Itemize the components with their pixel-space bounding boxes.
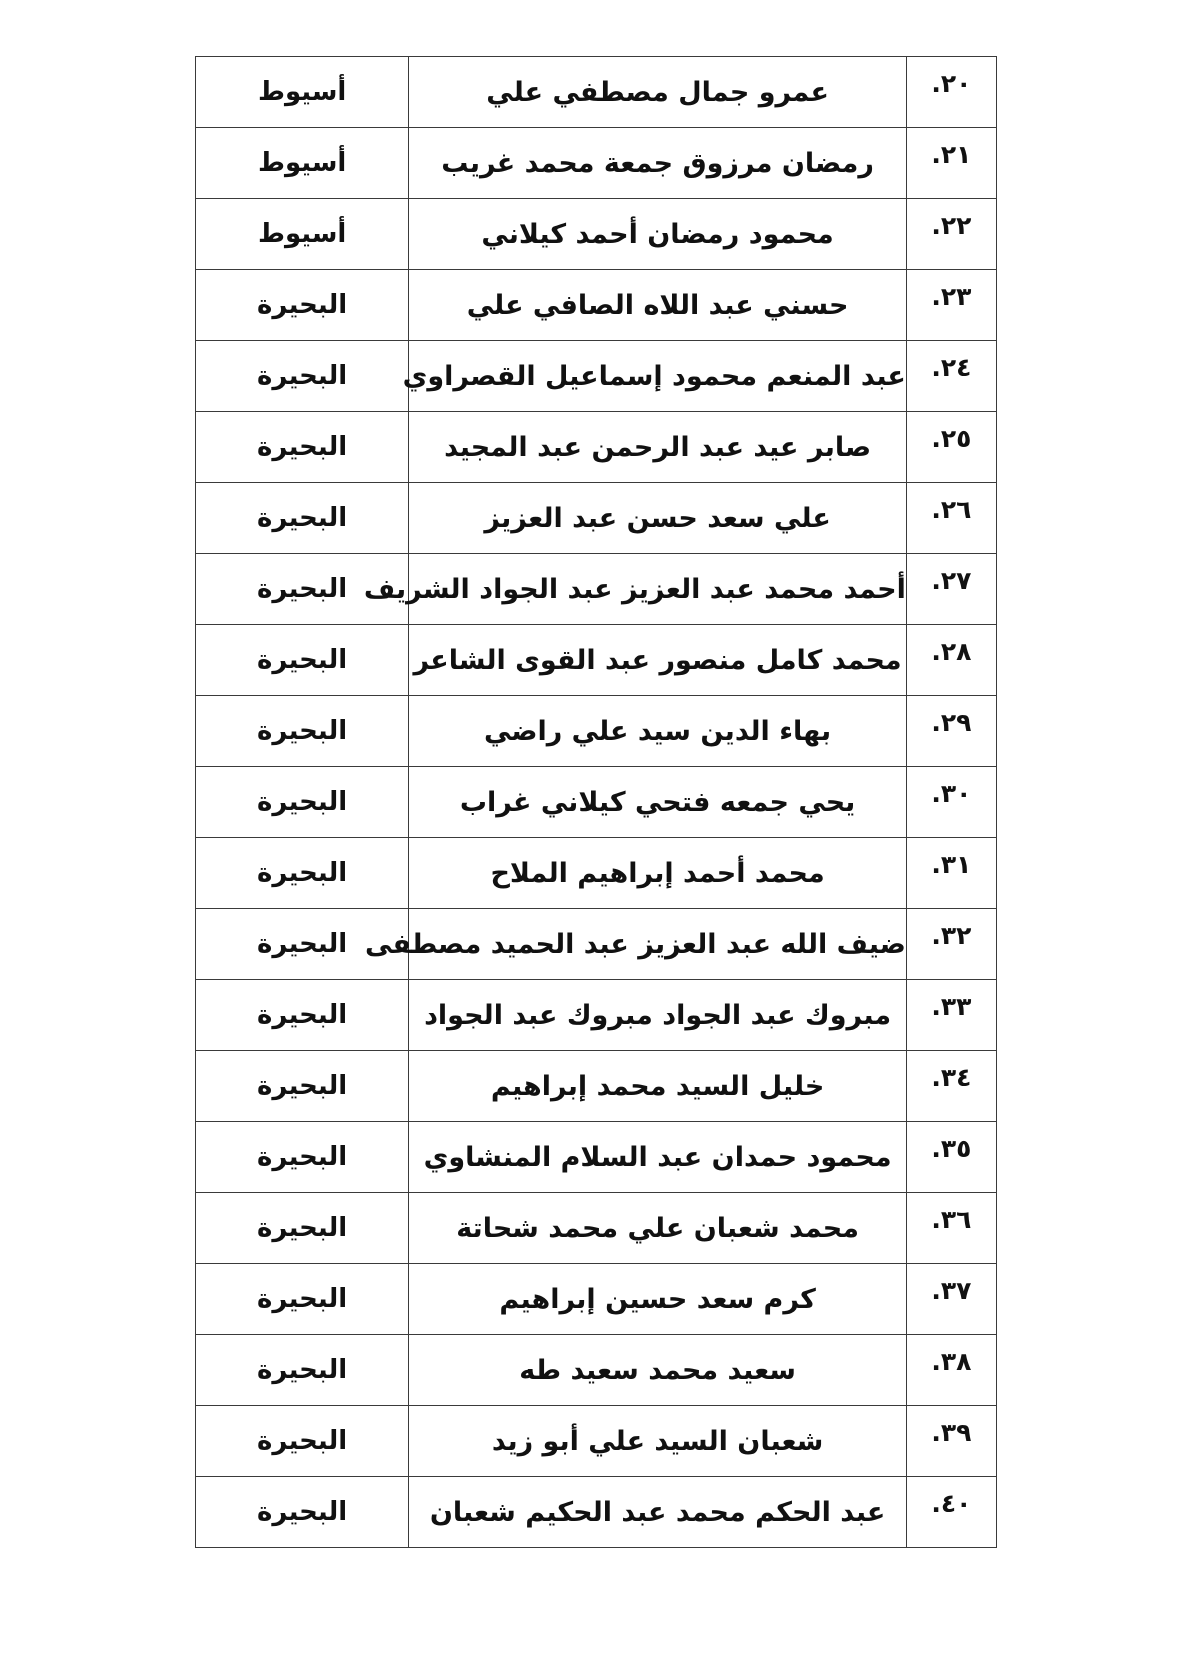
table-row	[196, 1193, 997, 1264]
row-number-cell	[906, 909, 996, 980]
row-number-cell	[906, 341, 996, 412]
table-row	[196, 1051, 997, 1122]
table-row	[196, 696, 997, 767]
person-name: كرم سعد حسين إبراهيم	[409, 1264, 907, 1335]
person-name: خليل السيد محمد إبراهيم	[409, 1051, 907, 1122]
row-number: ٣١.	[931, 850, 972, 879]
row-number-cell	[906, 1406, 996, 1477]
row-number: ٢٦.	[931, 495, 972, 524]
governorate: أسيوط	[196, 57, 409, 128]
row-number-cell	[906, 199, 996, 270]
table-row	[196, 980, 997, 1051]
governorate: البحيرة	[196, 838, 409, 909]
governorate: البحيرة	[196, 483, 409, 554]
row-number-cell	[906, 554, 996, 625]
person-name: صابر عيد عبد الرحمن عبد المجيد	[409, 412, 907, 483]
row-number: ٢٣.	[931, 282, 972, 311]
table-row	[196, 1335, 997, 1406]
table-row	[196, 838, 997, 909]
person-name: بهاء الدين سيد علي راضي	[409, 696, 907, 767]
governorate: البحيرة	[196, 412, 409, 483]
person-name: ضيف الله عبد العزيز عبد الحميد مصطفى	[409, 909, 907, 980]
person-name: عبد المنعم محمود إسماعيل القصراوي	[409, 341, 907, 412]
table-row	[196, 341, 997, 412]
table-row	[196, 625, 997, 696]
row-number: ٢٢.	[931, 211, 972, 240]
governorate: البحيرة	[196, 1264, 409, 1335]
person-name: يحي جمعه فتحي كيلاني غراب	[409, 767, 907, 838]
governorate: البحيرة	[196, 909, 409, 980]
governorate: البحيرة	[196, 980, 409, 1051]
person-name: حسني عبد اللاه الصافي علي	[409, 270, 907, 341]
row-number: ٣٨.	[931, 1347, 972, 1376]
row-number-cell	[906, 696, 996, 767]
row-number-cell	[906, 838, 996, 909]
person-name: محمد أحمد إبراهيم الملاح	[409, 838, 907, 909]
names-table	[195, 56, 997, 1548]
governorate: البحيرة	[196, 1122, 409, 1193]
governorate: أسيوط	[196, 128, 409, 199]
row-number: ٣٧.	[931, 1276, 972, 1305]
table-row	[196, 412, 997, 483]
person-name: عبد الحكم محمد عبد الحكيم شعبان	[409, 1477, 907, 1548]
table-row	[196, 1406, 997, 1477]
row-number: ٣٦.	[931, 1205, 972, 1234]
row-number-cell	[906, 412, 996, 483]
table-row	[196, 554, 997, 625]
person-name: عمرو جمال مصطفي علي	[409, 57, 907, 128]
row-number-cell	[906, 767, 996, 838]
person-name: محمد شعبان علي محمد شحاتة	[409, 1193, 907, 1264]
row-number: ٤٠.	[931, 1489, 972, 1518]
row-number: ٣٠.	[931, 779, 972, 808]
row-number: ٢٤.	[931, 353, 972, 382]
person-name: سعيد محمد سعيد طه	[409, 1335, 907, 1406]
row-number-cell	[906, 1122, 996, 1193]
row-number-cell	[906, 980, 996, 1051]
table-row	[196, 1264, 997, 1335]
row-number: ٢٥.	[931, 424, 972, 453]
table-row	[196, 483, 997, 554]
row-number-cell	[906, 625, 996, 696]
row-number-cell	[906, 1193, 996, 1264]
table-row	[196, 128, 997, 199]
person-name: علي سعد حسن عبد العزيز	[409, 483, 907, 554]
governorate: البحيرة	[196, 1051, 409, 1122]
row-number: ٢١.	[931, 140, 972, 169]
governorate: البحيرة	[196, 625, 409, 696]
table-row	[196, 57, 997, 128]
governorate: أسيوط	[196, 199, 409, 270]
row-number: ٢٧.	[931, 566, 972, 595]
governorate: البحيرة	[196, 696, 409, 767]
person-name: محمود حمدان عبد السلام المنشاوي	[409, 1122, 907, 1193]
row-number: ٢٠.	[931, 69, 972, 98]
person-name: محمد كامل منصور عبد القوى الشاعر	[409, 625, 907, 696]
table-row	[196, 199, 997, 270]
table-row	[196, 767, 997, 838]
person-name: مبروك عبد الجواد مبروك عبد الجواد	[409, 980, 907, 1051]
row-number-cell	[906, 57, 996, 128]
governorate: البحيرة	[196, 1335, 409, 1406]
table-row	[196, 909, 997, 980]
row-number-cell	[906, 1264, 996, 1335]
row-number-cell	[906, 1335, 996, 1406]
person-name: أحمد محمد عبد العزيز عبد الجواد الشريف	[409, 554, 907, 625]
row-number: ٣٩.	[931, 1418, 972, 1447]
person-name: محمود رمضان أحمد كيلاني	[409, 199, 907, 270]
table-row	[196, 1477, 997, 1548]
row-number-cell	[906, 270, 996, 341]
person-name: رمضان مرزوق جمعة محمد غريب	[409, 128, 907, 199]
table-body	[196, 57, 997, 1548]
row-number-cell	[906, 483, 996, 554]
table-row	[196, 270, 997, 341]
governorate: البحيرة	[196, 341, 409, 412]
governorate: البحيرة	[196, 1193, 409, 1264]
row-number: ٣٤.	[931, 1063, 972, 1092]
row-number-cell	[906, 128, 996, 199]
governorate: البحيرة	[196, 1406, 409, 1477]
row-number: ٣٥.	[931, 1134, 972, 1163]
governorate: البحيرة	[196, 1477, 409, 1548]
governorate: البحيرة	[196, 554, 409, 625]
governorate: البحيرة	[196, 767, 409, 838]
row-number: ٢٨.	[931, 637, 972, 666]
row-number: ٢٩.	[931, 708, 972, 737]
row-number-cell	[906, 1051, 996, 1122]
row-number: ٣٢.	[931, 921, 972, 950]
row-number-cell	[906, 1477, 996, 1548]
table-row	[196, 1122, 997, 1193]
row-number: ٣٣.	[931, 992, 972, 1021]
person-name: شعبان السيد علي أبو زيد	[409, 1406, 907, 1477]
governorate: البحيرة	[196, 270, 409, 341]
